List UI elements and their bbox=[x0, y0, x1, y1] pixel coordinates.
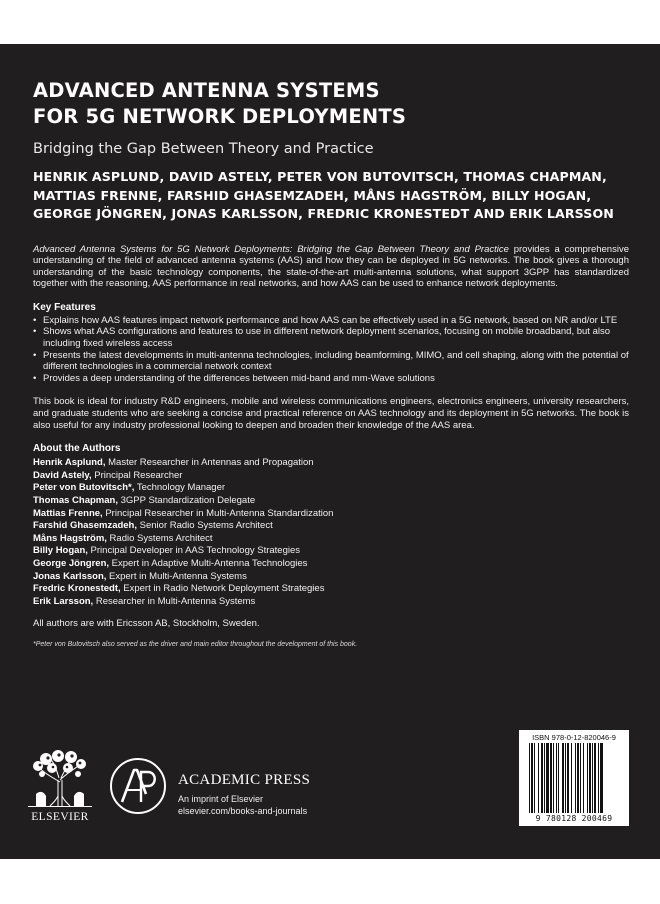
author-bios bbox=[33, 457, 629, 608]
description-body: provides a comprehensive understanding of the field of advanced antenna systems (AAS) and how they can be deployed in 5G networks. The book gives a thorough understanding of the basic technology components, the state-of-the-art multi-antenna solutions, what support 3GPP has standardized together with the reasoning, AAS performance in real networks, and how AAS can be used to enhance network deployments. bbox=[33, 243, 629, 290]
author-list bbox=[33, 168, 629, 224]
book-title bbox=[33, 78, 629, 130]
elsevier-logo bbox=[28, 750, 92, 823]
author-bio bbox=[33, 470, 629, 483]
title-line-1: ADVANCED ANTENNA SYSTEMS bbox=[33, 79, 380, 102]
academic-press-name: ACADEMIC PRESS bbox=[178, 772, 311, 788]
author-role: Principal Researcher bbox=[91, 469, 183, 481]
author-role: Principal Developer in AAS Technology Strategies bbox=[87, 545, 301, 557]
imprint-line: An imprint of Elsevier bbox=[178, 794, 264, 804]
author-role: Expert in Adaptive Multi-Antenna Technologies bbox=[109, 557, 308, 569]
feature-item: • Shows what AAS configurations and features to use in different network deployment scenarios, focusing on mobile broadband, but also including fixed wireless access bbox=[33, 326, 629, 349]
author-bio bbox=[33, 533, 629, 546]
author-bio bbox=[33, 571, 629, 584]
key-features-heading: Key Features bbox=[33, 301, 96, 313]
title-line-2: FOR 5G NETWORK DEPLOYMENTS bbox=[33, 105, 407, 128]
publisher-url: elsevier.com/books-and-journals bbox=[178, 806, 308, 816]
book-title-italic: Advanced Antenna Systems for 5G Network Deployments: Bridging the Gap Between Theory and Practice bbox=[33, 243, 509, 255]
ean-digits: 9 780128 200469 bbox=[535, 814, 613, 823]
editor-footnote: *Peter von Butovitsch also served as the driver and main editor throughout the development of this book. bbox=[33, 641, 358, 649]
author-role: Researcher in Multi-Antenna Systems bbox=[93, 595, 256, 607]
isbn-label: ISBN 978-0-12-820046-9 bbox=[532, 733, 616, 742]
author-bio bbox=[33, 596, 629, 609]
author-role: Expert in Multi-Antenna Systems bbox=[106, 570, 247, 582]
author-name: Billy Hogan, bbox=[33, 545, 88, 557]
isbn-barcode bbox=[519, 730, 629, 826]
author-role: Principal Researcher in Multi-Antenna Standardization bbox=[102, 507, 334, 519]
audience-paragraph: This book is ideal for industry R&D engineers, mobile and wireless communications engineers, electronics engineers, university researchers, and graduate students who are seeking a concise and practical reference on AAS technology and its deployment in 5G networks. The book is also useful for any industry professional looking to deepen and broaden their knowledge of the AAS area. bbox=[33, 396, 629, 431]
affiliation-note: All authors are with Ericsson AB, Stockholm, Sweden. bbox=[33, 618, 260, 630]
author-bio bbox=[33, 583, 629, 596]
about-authors-heading: About the Authors bbox=[33, 443, 121, 455]
author-name: Peter von Butovitsch*, bbox=[33, 482, 135, 494]
author-bio bbox=[33, 495, 629, 508]
barcode-icon bbox=[529, 743, 619, 813]
author-name: Måns Hagström, bbox=[33, 532, 107, 544]
elsevier-wordmark: ELSEVIER bbox=[31, 811, 89, 823]
author-bio bbox=[33, 508, 629, 521]
author-name: David Astely, bbox=[33, 469, 92, 481]
author-bio bbox=[33, 457, 629, 470]
author-bio bbox=[33, 520, 629, 533]
author-role: 3GPP Standardization Delegate bbox=[118, 495, 256, 506]
book-subtitle: Bridging the Gap Between Theory and Practice bbox=[33, 141, 374, 157]
author-name: George Jöngren, bbox=[33, 557, 110, 569]
author-line-1: HENRIK ASPLUND, DAVID ASTELY, PETER VON BUTOVITSCH, THOMAS CHAPMAN, bbox=[33, 169, 607, 184]
feature-item: • Provides a deep understanding of the differences between mid-band and mm-Wave solutions bbox=[33, 373, 629, 385]
author-role: Expert in Radio Network Deployment Strategies bbox=[120, 583, 325, 595]
key-features-list bbox=[33, 315, 629, 385]
author-name: Mattias Frenne, bbox=[33, 507, 103, 519]
cover-content bbox=[33, 78, 629, 649]
author-role: Radio Systems Architect bbox=[106, 532, 213, 544]
author-name: Erik Larsson, bbox=[33, 595, 94, 607]
author-bio bbox=[33, 545, 629, 558]
academic-press-text bbox=[178, 771, 310, 817]
feature-item: • Presents the latest developments in multi-antenna technologies, including beamforming, MIMO, and cell shaping, along with the potential of different technologies in a commercial network context bbox=[33, 350, 629, 373]
author-role: Senior Radio Systems Architect bbox=[137, 520, 273, 532]
author-bio bbox=[33, 558, 629, 571]
author-role: Technology Manager bbox=[134, 482, 226, 494]
author-name: Thomas Chapman, bbox=[33, 495, 118, 506]
academic-press-logo-icon bbox=[108, 756, 168, 816]
feature-item: • Explains how AAS features impact network performance and how AAS can be effectively used in a 5G network, based on NR and/or LTE bbox=[33, 315, 629, 327]
author-name: Fredric Kronestedt, bbox=[33, 583, 121, 595]
back-cover bbox=[0, 44, 660, 859]
author-role: Master Researcher in Antennas and Propagation bbox=[105, 457, 314, 469]
author-name: Farshid Ghasemzadeh, bbox=[33, 520, 138, 532]
author-name: Henrik Asplund, bbox=[33, 457, 106, 469]
elsevier-tree-icon bbox=[28, 750, 92, 808]
book-description bbox=[33, 244, 629, 290]
author-line-3: GEORGE JÖNGREN, JONAS KARLSSON, FREDRIC KRONESTEDT AND ERIK LARSSON bbox=[33, 206, 614, 221]
author-name: Jonas Karlsson, bbox=[33, 570, 107, 582]
author-line-2: MATTIAS FRENNE, FARSHID GHASEMZADEH, MÅNS HAGSTRÖM, BILLY HOGAN, bbox=[33, 187, 592, 203]
author-bio bbox=[33, 482, 629, 495]
